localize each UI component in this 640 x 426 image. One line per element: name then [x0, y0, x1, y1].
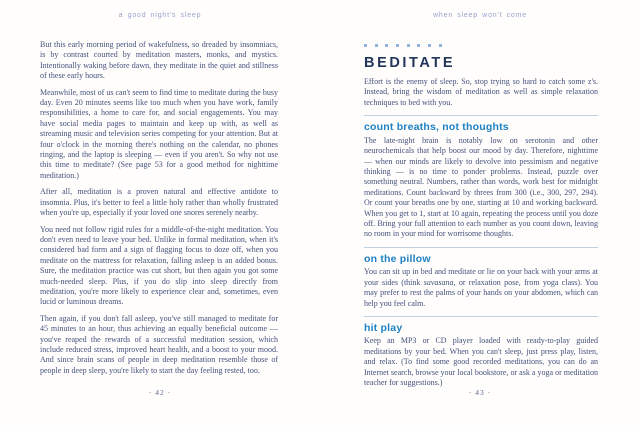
- dot-icon: [407, 44, 410, 47]
- section-heading: on the pillow: [364, 252, 431, 265]
- section-body: Keep an MP3 or CD player loaded with ready-to-play guided meditations by your bed. When you can't sleep, just press play, listen, and relax. (To find some good recorded meditations, you can do an Internet search, browse your local bookstore, or ask a yoga or meditation teacher for suggestions.): [364, 336, 598, 388]
- paragraph: After all, meditation is a proven natural and effective antidote to insomnia. Plus, it's better to feel a little holy rather than wholly frustrated when you're up, especially if your loved one snores serenely nearby.: [40, 187, 278, 218]
- chapter-title: BEDITATE: [364, 55, 456, 71]
- paragraph: But this early morning period of wakefulness, so dreaded by insomniacs, is by contrast courted by meditation masters, monks, and mystics. Intentionally waking before dawn, they meditate in the quiet and stillness of these early hours.: [40, 40, 278, 81]
- dot-icon: [364, 44, 367, 47]
- chapter-intro: Effort is the enemy of sleep. So, stop trying so hard to catch some z's. Instead, bring the wisdom of meditation as well as simple relaxation techniques to bed with you.: [364, 77, 598, 107]
- section-body: [364, 267, 598, 309]
- section-body-italic-term: savasana: [423, 277, 454, 287]
- running-head-right: when sleep won't come: [433, 12, 527, 19]
- dot-icon: [396, 44, 399, 47]
- dot-icon: [417, 44, 420, 47]
- section-count-breaths: [364, 115, 598, 240]
- page-number-right: · 43 ·: [468, 388, 492, 397]
- dot-icon: [428, 44, 431, 47]
- paragraph: Then again, if you don't fall asleep, you've still managed to meditate for 45 minutes to an hour, thus achieving an equally beneficial outcome — you've reaped the rewards of a successful meditation session, which include reduced stress, improved heart health, and a boost to your mood. And since brain scans of people in deep meditation resemble those of people in deep sleep, you're likely to start the day feeling rested, too.: [40, 313, 278, 375]
- dot-icon: [375, 44, 378, 47]
- page-right: [320, 0, 640, 426]
- left-text-column: [40, 40, 278, 382]
- section-heading: count breaths, not thoughts: [364, 121, 509, 134]
- ornament-dots: [364, 44, 598, 47]
- dot-icon: [439, 44, 442, 47]
- dot-icon: [385, 44, 388, 47]
- paragraph: You need not follow rigid rules for a middle-of-the-night meditation. You don't even need to leave your bed. Unlike in formal meditation, when it's considered bad form and a sign of flagging focus to doze off, when you meditate on the mattress for relaxation, falling asleep is an added bonus. Sure, the meditation practice was cut short, but then again you got some much-needed sleep. Plus, if you do slip into sleep directly from meditation, you're more likely to experience clear and, sometimes, even lucid or luminous dreams.: [40, 224, 278, 307]
- running-head-left: a good night's sleep: [118, 12, 202, 19]
- section-body-text: , or relaxation pose, from yoga class). You may prefer to rest the palms of your hands on your abdomen, which can help you feel calm.: [364, 277, 598, 308]
- page-number-left: · 42 ·: [148, 388, 172, 397]
- right-text-column: [364, 44, 598, 388]
- section-on-the-pillow: [364, 247, 598, 309]
- section-body: The late-night brain is notably low on serotonin and other neurochemicals that help boost our mood by day. Therefore, nighttime — when our minds are likely to devolve into pessimism and negative thinking — is no time to ponder problems. Instead, puzzle over something neutral. Numbers, rather than words, work best for midnight meditations. Count backward by threes from 300 (i.e., 300, 297, 294). Or count your breaths one by one, starting at 10 and working backward. When you get to 1, start at 10 again, repeating the process until you doze off. Bring your full attention to each number as you count down, leaving no room in your mind for worrisome thoughts.: [364, 135, 598, 239]
- section-heading: hit play: [364, 321, 403, 334]
- paragraph: Meanwhile, most of us can't seem to find time to meditate during the busy day. Even 20 minutes seems like too much when you have work, family responsibilities, a home to care for, and social engagements. You may have social media pages to maintain and keep up with, as well as streaming music and television series competing for your attention. But at four o'clock in the morning there's nothing on the calendar, no phones ringing, and the laptop is sleeping — even if you aren't. So why not use this time to meditate? (See page 53 for a good method for nighttime meditation.): [40, 87, 278, 180]
- section-hit-play: [364, 316, 598, 389]
- section-body-text: You can sit up in bed and meditate or lie on your back with your arms at your sides (think: [364, 267, 598, 287]
